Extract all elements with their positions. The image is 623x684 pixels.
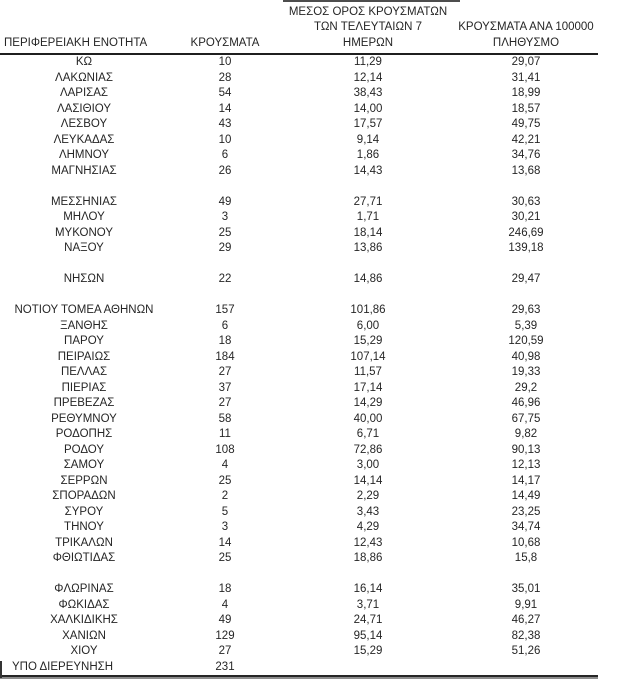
table-row	[0, 505, 598, 521]
cell-per100k	[454, 257, 598, 273]
cell-per100k: 31,41	[511, 71, 541, 84]
cell-per100k: 23,25	[511, 505, 541, 518]
cell-avg7: 14,14	[353, 474, 383, 487]
table-row	[0, 55, 598, 71]
cell-per100k: 30,21	[511, 211, 541, 223]
cell-avg7: 3,00	[356, 459, 380, 471]
cell-region: ΠΑΡΟΥ	[64, 335, 104, 347]
cell-cases: 49	[218, 614, 232, 626]
cell-per100k: 34,74	[511, 521, 541, 533]
table-row	[0, 458, 598, 474]
cell-avg7	[282, 567, 454, 583]
cell-region: ΠΙΕΡΙΑΣ	[61, 381, 107, 394]
cell-cases: 6	[221, 149, 229, 161]
cell-avg7: 40,00	[353, 412, 383, 425]
cell-region: ΜΑΓΝΗΣΙΑΣ	[51, 164, 117, 177]
cell-avg7: 9,14	[356, 133, 380, 146]
table-row	[0, 598, 598, 614]
cell-region: ΛΑΚΩΝΙΑΣ	[55, 71, 113, 84]
cell-per100k	[454, 660, 598, 676]
cell-avg7: 15,29	[353, 645, 383, 657]
cell-avg7: 2,29	[356, 490, 380, 502]
col-header-per100k-line1: ΚΡΟΥΣΜΑΤΑ ΑΝΑ 100000	[458, 21, 594, 33]
cell-per100k: 29,07	[511, 56, 541, 68]
cell-avg7: 6,00	[356, 319, 380, 332]
cell-avg7: 12,43	[353, 536, 383, 549]
cell-avg7: 17,57	[353, 118, 383, 130]
cell-cases: 3	[221, 211, 229, 223]
cell-region: ΜΕΣΣΗΝΙΑΣ	[50, 195, 118, 208]
cell-region: ΝΗΣΩΝ	[63, 273, 105, 285]
table-row	[0, 613, 598, 629]
cell-region: ΧΙΟΥ	[70, 645, 98, 657]
cell-avg7: 16,14	[353, 583, 383, 595]
table-row	[0, 660, 598, 676]
cell-cases: 10	[218, 133, 232, 146]
cell-per100k: 15,8	[514, 552, 538, 564]
cell-avg7: 4,29	[356, 521, 380, 533]
cell-region: ΠΡΕΒΕΖΑΣ	[53, 397, 115, 409]
cell-cases: 231	[215, 660, 235, 673]
table-row	[0, 629, 598, 645]
cell-avg7	[282, 257, 454, 273]
cell-avg7: 6,71	[356, 428, 380, 440]
cell-cases: 157	[215, 304, 235, 316]
cell-per100k: 40,98	[511, 350, 541, 363]
table-row	[0, 86, 598, 102]
cell-avg7: 18,86	[353, 552, 383, 564]
cell-per100k: 30,63	[511, 195, 541, 208]
table-row	[0, 474, 598, 490]
table-row	[0, 350, 598, 366]
cell-per100k: 9,91	[514, 598, 538, 611]
cell-region: ΧΑΛΚΙΔΙΚΗΣ	[50, 614, 118, 626]
cell-region: ΦΛΩΡΙΝΑΣ	[54, 583, 114, 595]
cell-region: ΝΟΤΙΟΥ ΤΟΜΕΑ ΑΘΗΝΩΝ	[14, 304, 154, 316]
cell-per100k: 34,76	[511, 149, 541, 161]
table-row	[0, 226, 598, 242]
cell-cases: 5	[221, 505, 229, 518]
cell-cases: 25	[218, 226, 232, 239]
table-row	[0, 164, 598, 180]
cell-cases: 25	[218, 552, 232, 564]
cell-per100k: 14,49	[511, 490, 541, 502]
cell-cases: 37	[218, 381, 232, 394]
cell-cases: 22	[218, 273, 232, 285]
cell-region: ΠΕΙΡΑΙΩΣ	[57, 350, 111, 363]
cell-cases: 11	[219, 428, 231, 440]
cell-region: ΡΟΔΟΥ	[63, 443, 105, 456]
table-row	[0, 133, 598, 149]
bottom-rule	[0, 675, 598, 679]
cell-per100k: 51,26	[511, 645, 541, 657]
cell-avg7: 95,14	[353, 629, 383, 642]
cell-avg7: 72,86	[353, 443, 383, 456]
table-row	[0, 210, 598, 226]
cell-per100k: 90,13	[511, 443, 541, 456]
table-row	[0, 381, 598, 397]
cell-avg7	[282, 288, 454, 304]
cell-region: ΛΕΣΒΟΥ	[60, 118, 108, 130]
table-row	[0, 241, 598, 257]
cell-cases: 18	[218, 335, 232, 347]
cell-per100k	[454, 179, 598, 195]
cell-avg7: 15,29	[353, 335, 383, 347]
cell-cases: 184	[215, 350, 235, 363]
col-header-per100k	[454, 0, 598, 53]
table-row	[0, 551, 598, 567]
cell-per100k: 29,2	[514, 381, 538, 394]
cell-avg7: 11,29	[354, 56, 382, 68]
cell-region: ΤΗΝΟΥ	[64, 521, 104, 533]
cell-region: ΦΩΚΙΔΑΣ	[58, 598, 110, 611]
cell-per100k: 35,01	[511, 583, 541, 595]
cell-region: ΛΑΣΙΘΙΟΥ	[56, 102, 112, 115]
cell-avg7: 107,14	[350, 350, 386, 363]
col-header-cases-label: ΚΡΟΥΣΜΑΤΑ	[190, 36, 260, 49]
col-header-region	[0, 0, 168, 53]
cell-cases	[168, 179, 282, 195]
cell-cases	[168, 257, 282, 273]
table-row	[0, 365, 598, 381]
cell-cases	[168, 567, 282, 583]
cell-avg7: 18,14	[353, 226, 383, 239]
cell-cases: 27	[218, 645, 232, 657]
cell-avg7: 24,71	[353, 614, 383, 626]
cell-per100k: 18,99	[511, 87, 541, 99]
table-row	[0, 489, 598, 505]
cell-cases: 29	[218, 242, 232, 254]
cell-region: ΣΑΜΟΥ	[63, 459, 105, 471]
table-row	[0, 148, 598, 164]
cell-avg7: 3,43	[356, 505, 380, 518]
cell-per100k: 42,21	[511, 133, 541, 146]
table-row	[0, 443, 598, 459]
cell-cases: 25	[218, 474, 232, 487]
cell-per100k: 46,96	[511, 397, 541, 409]
cell-avg7: 38,43	[353, 87, 383, 99]
table-row-spacer	[0, 257, 598, 273]
cell-avg7: 12,14	[353, 71, 383, 84]
cell-cases: 27	[218, 397, 232, 409]
cell-cases: 54	[218, 87, 232, 99]
col-header-avg7-line1: ΜΕΣΟΣ ΟΡΟΣ ΚΡΟΥΣΜΑΤΩΝ	[288, 5, 448, 18]
cell-cases: 14	[218, 536, 232, 549]
cell-region: ΣΠΟΡΑΔΩΝ	[52, 490, 116, 502]
cell-cases	[168, 288, 282, 304]
cell-avg7	[282, 179, 454, 195]
cell-region: ΦΘΙΩΤΙΔΑΣ	[52, 552, 116, 564]
cell-cases: 129	[215, 629, 235, 642]
table-row-spacer	[0, 288, 598, 304]
table-row	[0, 412, 598, 428]
col-header-avg7	[282, 0, 454, 53]
cell-per100k	[454, 567, 598, 583]
cell-per100k: 120,59	[508, 335, 544, 347]
cell-region	[0, 257, 168, 273]
table-row	[0, 71, 598, 87]
cell-region: ΛΕΥΚΑΔΑΣ	[53, 133, 115, 146]
col-header-region-label: ΠΕΡΙΦΕΡΕΙΑΚΗ ΕΝΟΤΗΤΑ	[4, 36, 148, 49]
cell-cases: 3	[221, 521, 229, 533]
cell-region: ΣΕΡΡΩΝ	[60, 474, 108, 487]
cell-avg7: 3,71	[356, 598, 380, 611]
table-row	[0, 520, 598, 536]
cell-region: ΛΑΡΙΣΑΣ	[59, 87, 109, 99]
cell-avg7	[282, 660, 454, 676]
table-row	[0, 117, 598, 133]
cell-region: ΧΑΝΙΩΝ	[62, 629, 106, 642]
col-header-avg7-line2: ΤΩΝ ΤΕΛΕΥΤΑΙΩΝ 7	[314, 21, 422, 33]
cell-per100k: 10,68	[511, 536, 541, 549]
cell-cases: 28	[218, 71, 232, 84]
cell-region: ΠΕΛΛΑΣ	[60, 366, 108, 378]
cell-region: ΛΗΜΝΟΥ	[58, 149, 110, 161]
cell-per100k: 18,57	[511, 102, 541, 115]
cell-per100k: 12,13	[511, 459, 541, 471]
cell-region: ΞΑΝΘΗΣ	[60, 319, 108, 332]
col-header-avg7-line3: ΗΜΕΡΩΝ	[342, 36, 394, 49]
col-header-cases	[168, 0, 282, 53]
table-row	[0, 334, 598, 350]
cell-region: ΜΥΚΟΝΟΥ	[54, 226, 114, 239]
cell-cases: 27	[218, 366, 232, 378]
cell-avg7: 101,86	[350, 304, 386, 316]
cell-region: ΤΡΙΚΑΛΩΝ	[55, 536, 113, 549]
cell-per100k	[454, 288, 598, 304]
cell-per100k: 29,47	[511, 273, 541, 285]
cell-avg7: 13,86	[353, 242, 383, 254]
table-row	[0, 427, 598, 443]
table-row	[0, 644, 598, 660]
table-row-spacer	[0, 179, 598, 195]
table-row	[0, 319, 598, 335]
cell-region: ΣΥΡΟΥ	[64, 505, 104, 518]
cell-avg7: 27,71	[353, 195, 383, 208]
table-row	[0, 272, 598, 288]
cell-per100k: 13,68	[511, 164, 541, 177]
cell-per100k: 9,82	[514, 428, 538, 440]
table-row	[0, 536, 598, 552]
table-row-spacer	[0, 567, 598, 583]
cell-per100k: 5,39	[514, 319, 538, 332]
cell-per100k: 19,33	[511, 366, 541, 378]
cell-avg7: 1,86	[356, 149, 380, 161]
cell-avg7: 14,29	[353, 397, 383, 409]
cell-region: ΚΩ	[75, 56, 93, 68]
cell-per100k: 14,17	[511, 474, 541, 487]
cell-avg7: 17,14	[353, 381, 383, 394]
cell-avg7: 1,71	[356, 211, 380, 223]
table-row	[0, 102, 598, 118]
cell-region: ΡΕΘΥΜΝΟΥ	[51, 412, 117, 425]
cell-region	[0, 179, 168, 195]
table-header	[0, 0, 598, 55]
cell-cases: 26	[218, 164, 232, 177]
cell-cases: 18	[218, 583, 232, 595]
cell-cases: 58	[218, 412, 232, 425]
cell-avg7: 11,57	[354, 366, 382, 378]
cell-region	[0, 288, 168, 304]
cell-region	[0, 567, 168, 583]
cell-region: ΜΗΛΟΥ	[63, 211, 105, 223]
table-row	[0, 396, 598, 412]
cell-per100k: 67,75	[511, 412, 541, 425]
table-row	[0, 195, 598, 211]
cell-cases: 2	[221, 490, 229, 502]
cell-avg7: 14,00	[353, 102, 383, 115]
cell-cases: 43	[218, 118, 232, 130]
cell-per100k: 82,38	[511, 629, 541, 642]
cell-avg7: 14,43	[353, 164, 383, 177]
cell-cases: 4	[221, 459, 229, 471]
table-row	[0, 303, 598, 319]
cell-cases: 4	[221, 598, 229, 611]
cell-region: ΥΠΟ ΔΙΕΡΕΥΝΗΣΗ	[12, 660, 114, 673]
cell-per100k: 29,63	[511, 304, 541, 316]
cell-cases: 14	[218, 102, 232, 115]
left-edge-rule	[0, 661, 2, 678]
table-row	[0, 582, 598, 598]
col-header-per100k-line2: ΠΛΗΘΥΣΜΟ	[492, 36, 560, 49]
cell-per100k: 46,27	[511, 614, 541, 626]
cell-per100k: 49,75	[511, 118, 541, 130]
cell-avg7: 14,86	[353, 273, 383, 285]
cell-region: ΝΑΞΟΥ	[64, 242, 104, 254]
cell-cases: 49	[218, 195, 232, 208]
cell-cases: 108	[215, 443, 235, 456]
cell-per100k: 139,18	[508, 242, 544, 254]
table-body	[0, 55, 598, 675]
cell-region: ΡΟΔΟΠΗΣ	[55, 428, 113, 440]
cell-cases: 10	[218, 56, 232, 68]
cell-per100k: 246,69	[508, 226, 544, 239]
cell-cases: 6	[221, 319, 229, 332]
